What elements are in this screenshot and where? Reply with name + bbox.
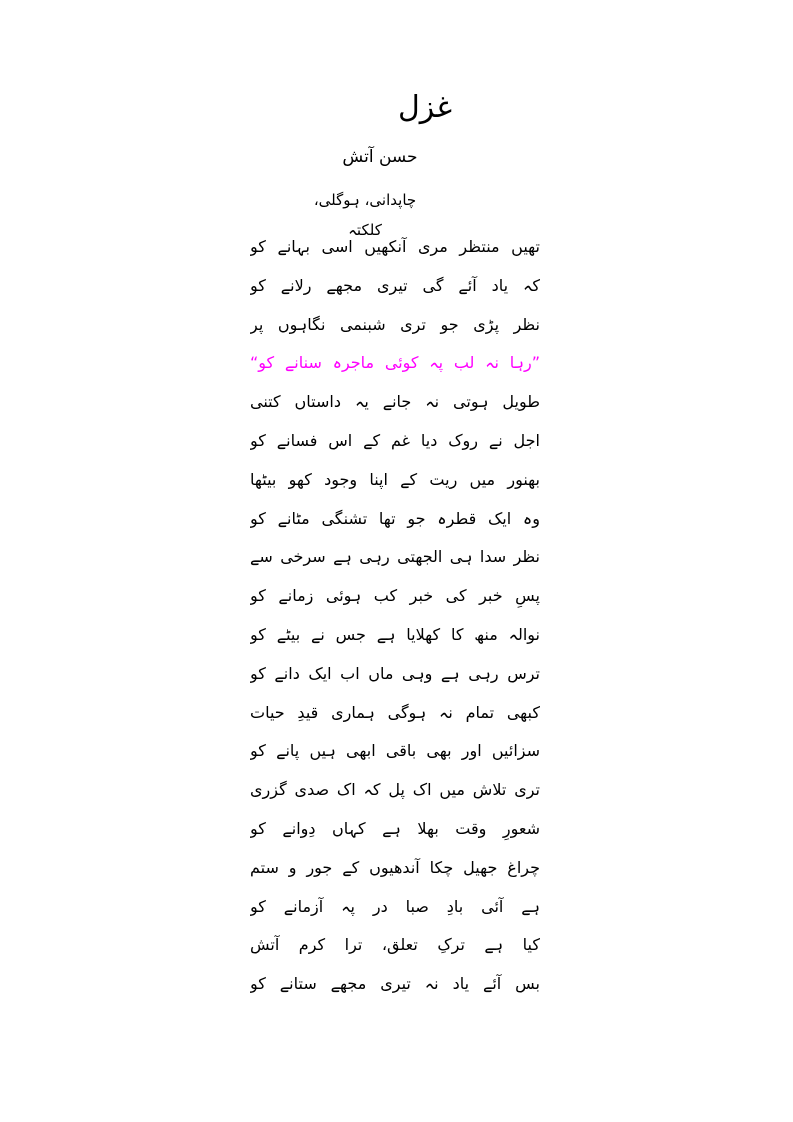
- poet-name: حسن آتش: [342, 147, 418, 167]
- verse-line: شعورِ وقت بھلا ہے کہاں دِوانے کو: [250, 818, 540, 838]
- verse-line: تری تلاش میں اک پل کہ اک صدی گزری: [250, 780, 540, 800]
- verse-line: نوالہ منھ کا کھلایا ہے جس نے بیٹے کو: [250, 624, 540, 644]
- ghazal-title: غزل: [397, 90, 453, 125]
- verse-line: ترس رہی ہے وہی ماں اب ایک دانے کو: [250, 663, 540, 683]
- verse-line: ہے آئی بادِ صبا در پہ آزمانے کو: [250, 896, 540, 916]
- ghazal-verses: [250, 228, 540, 1004]
- verse-line: نظر پڑی جو تری شبنمی نگاہوں پر: [250, 314, 540, 334]
- verse-line: سزائیں اور بھی باقی ابھی ہیں پانے کو: [250, 741, 540, 761]
- verse-line: نظر سدا ہی الجھتی رہی ہے سرخی سے: [250, 547, 540, 567]
- verse-line-highlighted: ”رہا نہ لب پہ کوئی ماجرہ سنانے کو“: [250, 353, 540, 373]
- verse-line: وہ ایک قطرہ جو تھا تشنگی مٹانے کو: [250, 508, 540, 528]
- verse-line: بس آئے یاد نہ تیری مجھے ستانے کو: [250, 974, 540, 994]
- verse-line: کیا ہے ترکِ تعلق، ترا کرم آتش: [250, 935, 540, 955]
- verse-line: چراغ جھیل چکا آندھیوں کے جور و ستم: [250, 857, 540, 877]
- verse-line: کبھی تمام نہ ہوگی ہماری قیدِ حیات: [250, 702, 540, 722]
- poet-location: چاپدانی، ہوگلی، کلکتہ: [313, 191, 417, 239]
- verse-line: طویل ہوتی نہ جانے یہ داستاں کتنی: [250, 392, 540, 412]
- verse-line: اجل نے روک دیا غم کے اس فسانے کو: [250, 430, 540, 450]
- verse-line: کہ یاد آئے گی تیری مجھے رلانے کو: [250, 275, 540, 295]
- verse-line: بھنور میں ریت کے اپنا وجود کھو بیٹھا: [250, 469, 540, 489]
- verse-line: تھیں منتظر مری آنکھیں اسی بہانے کو: [250, 237, 540, 256]
- verse-line: پسِ خبر کی خبر کب ہوئی زمانے کو: [250, 586, 540, 606]
